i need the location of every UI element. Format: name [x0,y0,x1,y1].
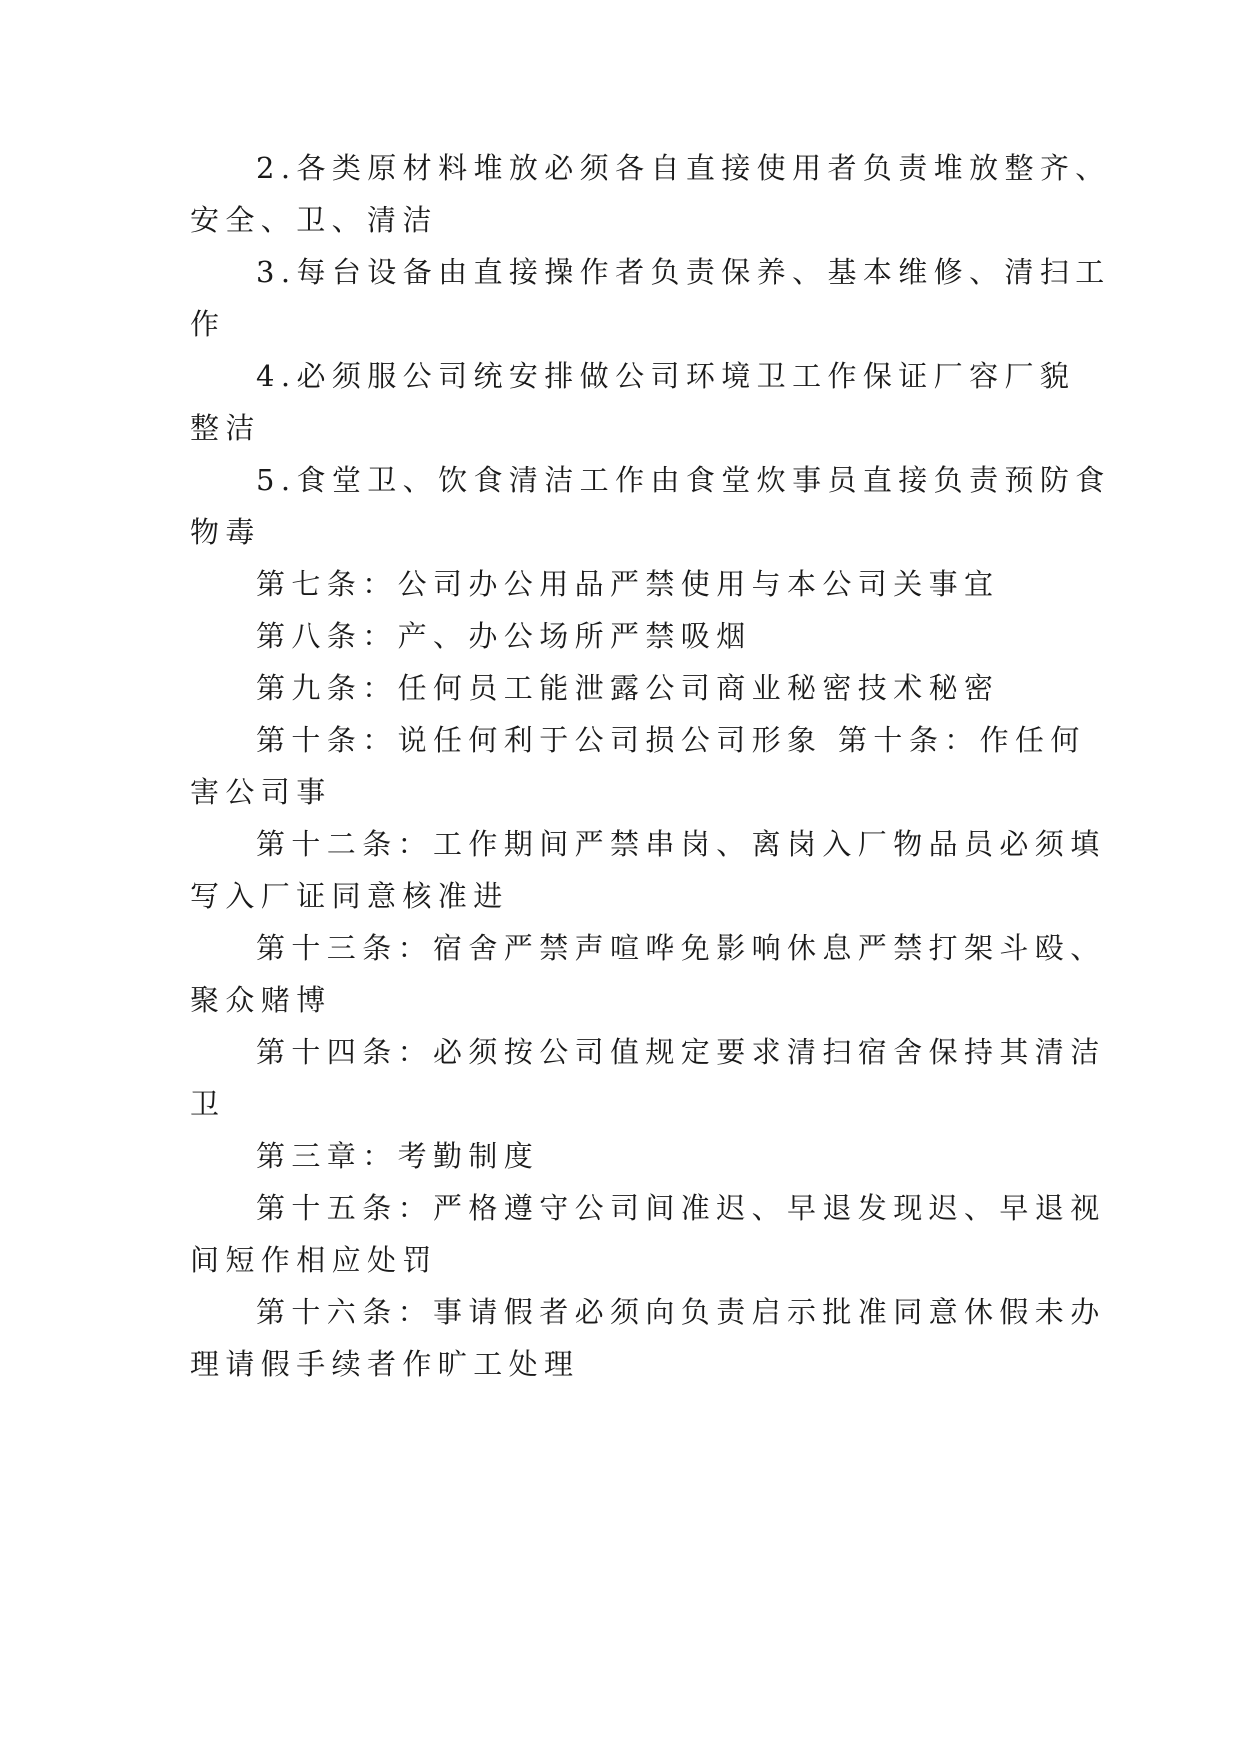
text-line: 第十六条：事请假者必须向负责启示批准同意休假未办 [256,1295,1106,1329]
text-line: 第十条：说任何利于公司损公司形象 第十条：作任何 [256,723,1086,757]
text-line: 间短作相应处罚 [190,1243,438,1277]
text-line: 安全、卫、清洁 [190,203,438,237]
text-line: 第九条：任何员工能泄露公司商业秘密技术秘密 [256,671,1000,705]
text-line: 聚众赌博 [190,983,332,1017]
text-line: 3.每台设备由直接操作者负责保养、基本维修、清扫工 [256,255,1111,289]
text-line: 写入厂证同意核准进 [190,879,509,913]
text-line: 整洁 [190,411,261,445]
text-line: 作 [190,307,226,341]
text-line: 卫 [190,1087,226,1121]
text-line: 第十五条：严格遵守公司间准迟、早退发现迟、早退视 [256,1191,1106,1225]
text-line: 第十二条：工作期间严禁串岗、离岗入厂物品员必须填 [256,827,1106,861]
text-line: 4.必须服公司统安排做公司环境卫工作保证厂容厂貌 [256,359,1076,393]
text-line: 第七条：公司办公用品严禁使用与本公司关事宜 [256,567,1000,601]
text-line: 物毒 [190,515,261,549]
text-line: 第十四条：必须按公司值规定要求清扫宿舍保持其清洁 [256,1035,1106,1069]
text-line: 第八条：产、办公场所严禁吸烟 [256,619,752,653]
text-line: 理请假手续者作旷工处理 [190,1347,580,1381]
chapter-heading: 第三章：考勤制度 [256,1139,540,1173]
text-line: 第十三条：宿舍严禁声喧哗免影响休息严禁打架斗殴、 [256,931,1106,965]
text-line: 2.各类原材料堆放必须各自直接使用者负责堆放整齐、 [256,151,1111,185]
text-line: 5.食堂卫、饮食清洁工作由食堂炊事员直接负责预防食 [256,463,1111,497]
text-line: 害公司事 [190,775,332,809]
